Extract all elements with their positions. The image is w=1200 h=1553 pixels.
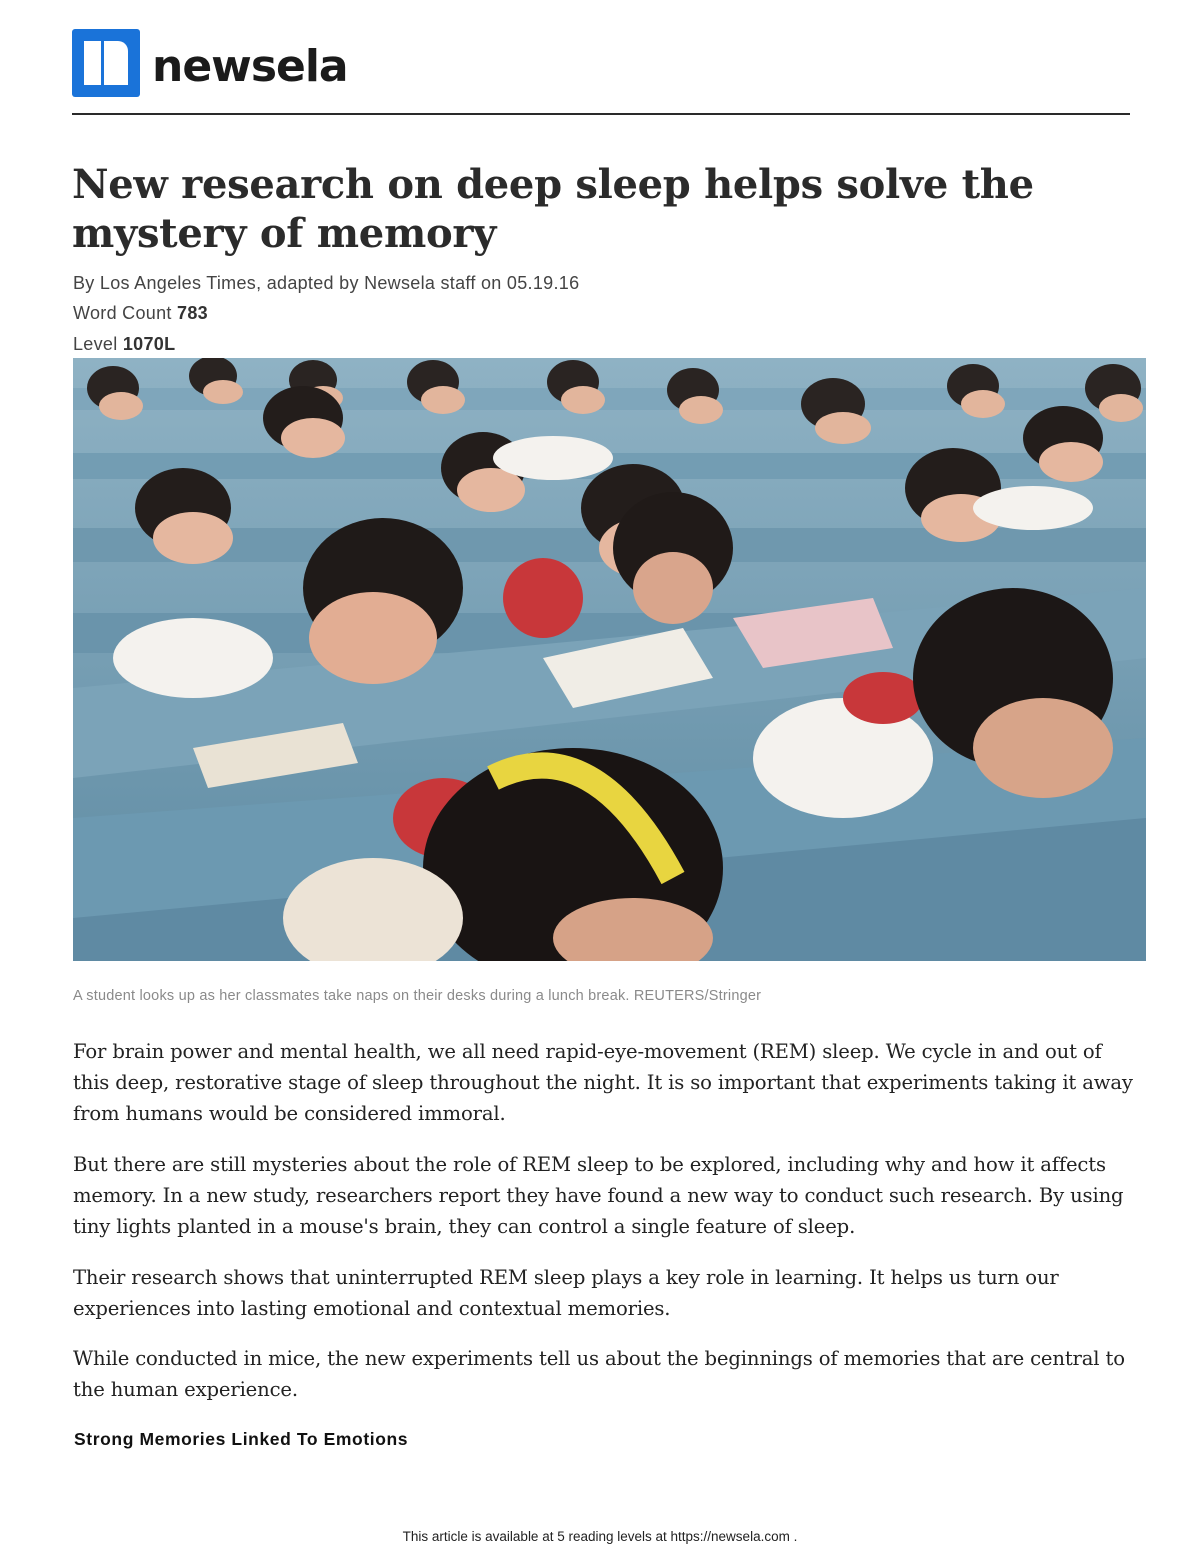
newsela-logo[interactable] — [72, 28, 348, 98]
article-photo — [73, 358, 1146, 961]
paragraph: While conducted in mice, the new experiments tell us about the beginnings of memories that are central to the human experience. — [73, 1347, 1125, 1401]
footer-note: This article is available at 5 reading levels at https://newsela.com . — [402, 1529, 798, 1544]
paragraph: For brain power and mental health, we all need rapid-eye-movement (REM) sleep. We cycle in and out of this deep, restorative stage of sleep throughout the night. It is so important that experiments taking it away from humans would be considered immoral. — [73, 1040, 1133, 1125]
brand-name: newsela — [152, 41, 348, 92]
header-divider — [72, 113, 1130, 115]
reading-level-label: Level — [73, 334, 118, 354]
reading-level — [73, 333, 175, 355]
photo-caption: A student looks up as her classmates take naps on their desks during a lunch break. REUTERS/Stringer — [73, 988, 762, 1004]
article-title: New research on deep sleep helps solve the mystery of memory — [72, 161, 1034, 257]
byline: By Los Angeles Times, adapted by Newsela staff on 05.19.16 — [73, 273, 580, 293]
section-heading: Strong Memories Linked To Emotions — [74, 1429, 409, 1449]
word-count-label: Word Count — [73, 303, 172, 323]
paragraph: But there are still mysteries about the role of REM sleep to be explored, including why and how it affects memory. In a new study, researchers report they have found a new way to conduct such research. By using tiny lights planted in a mouse's brain, they can control a single feature of sleep. — [73, 1153, 1124, 1238]
word-count-value: 783 — [177, 303, 208, 323]
word-count — [73, 302, 208, 324]
newsela-logo-icon — [72, 29, 140, 97]
reading-level-value: 1070L — [122, 334, 176, 354]
paragraph: Their research shows that uninterrupted REM sleep plays a key role in learning. It helps us turn our experiences into lasting emotional and contextual memories. — [73, 1266, 1059, 1320]
